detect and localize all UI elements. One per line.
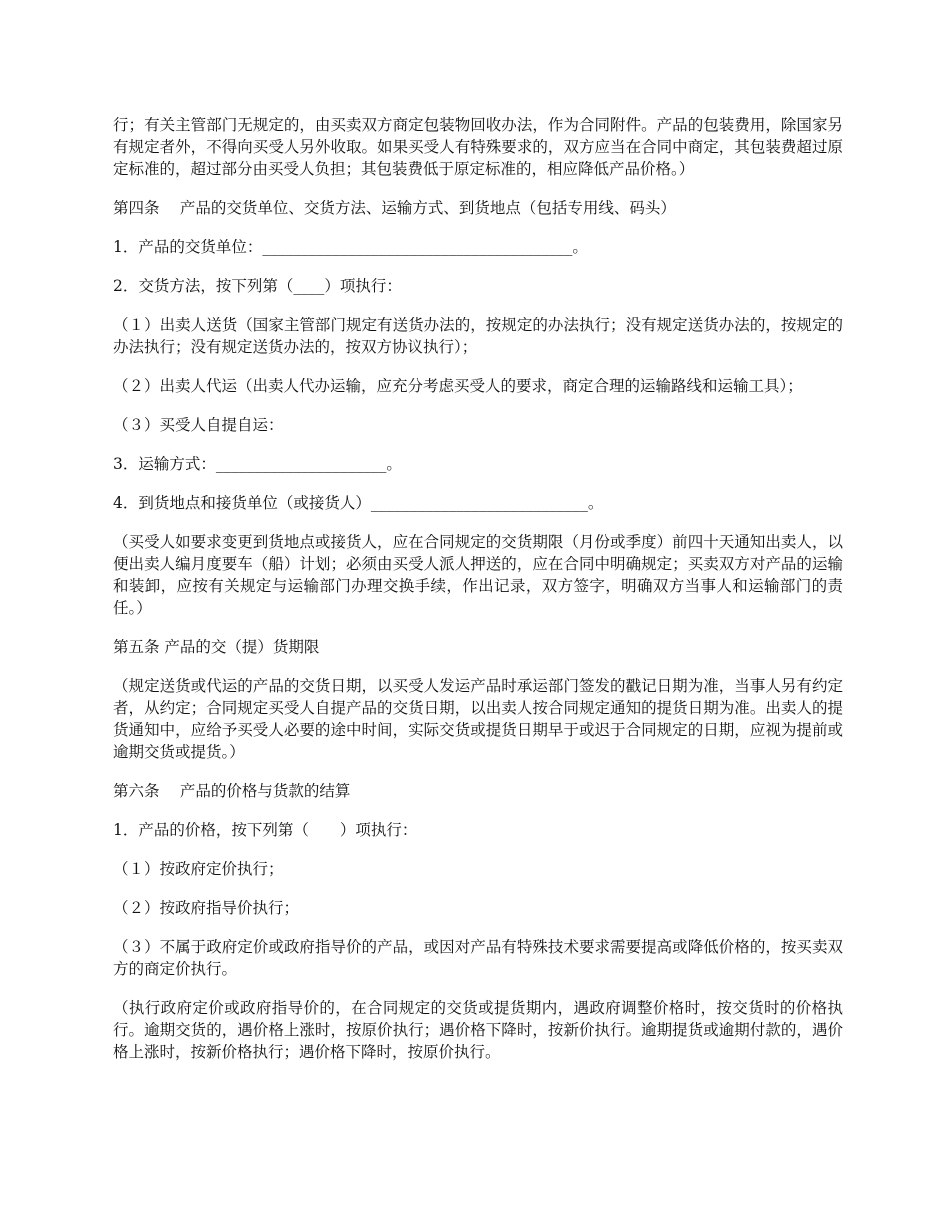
paragraph-packaging-fees: 行；有关主管部门无规定的，由买卖双方商定包装物回收办法，作为合同附件。产品的包装费用，除国家另有规定者外，不得向买受人另外收取。如果买受人有特殊要求的，双方应当在合同中商定，其包装费超过原定标准的，超过部分由买受人负担；其包装费低于原定标准的，相应降低产品价格。）: [113, 116, 843, 178]
option-government-price: （１）按政府定价执行；: [113, 860, 284, 878]
option-seller-ships: （２）出卖人代运（出卖人代办运输，应充分考虑买受人的要求，商定合理的运输路线和运输工具）；: [113, 377, 803, 395]
document-page: [113, 114, 843, 1080]
article-5-heading: 第五条 产品的交（提）货期限: [113, 638, 320, 656]
clause-price: 1．产品的价格，按下列第（ ）项执行：: [113, 821, 418, 839]
option-government-guided-price: （２）按政府指导价执行；: [113, 899, 300, 917]
clause-delivery-unit: 1．产品的交货单位：________________________________________。: [113, 238, 588, 256]
clause-transport-mode: 3．运输方式：______________________。: [113, 455, 402, 473]
article-6-heading: 第六条 产品的价格与货款的结算: [113, 782, 351, 800]
paragraph-delivery-date: （规定送货或代运的产品的交货日期，以买受人发运产品时承运部门签发的戳记日期为准，当事人另有约定者，从约定；合同规定买受人自提产品的交货日期，以出卖人按合同规定通知的提货日期为准。出卖人的提货通知中，应给予买受人必要的途中时间，实际交货或提货日期早于或迟于合同规定的日期，应视为提前或逾期交货或提货。）: [113, 677, 843, 761]
option-seller-delivers: （１）出卖人送货（国家主管部门规定有送货办法的，按规定的办法执行；没有规定送货办法的，按规定的办法执行；没有规定送货办法的，按双方协议执行）；: [113, 316, 843, 356]
paragraph-destination-change: （买受人如要求变更到货地点或接货人，应在合同规定的交货期限（月份或季度）前四十天通知出卖人，以便出卖人编月度要车（船）计划；必须由买受人派人押送的，应在合同中明确规定；买卖双方对产品的运输和装卸，应按有关规定与运输部门办理交换手续，作出记录，双方签字，明确双方当事人和运输部门的责任。）: [113, 533, 843, 617]
option-buyer-pickup: （３）买受人自提自运：: [113, 416, 284, 434]
paragraph-price-adjustment: （执行政府定价或政府指导价的，在合同规定的交货或提货期内，遇政府调整价格时，按交货时的价格执行。逾期交货的，遇价格上涨时，按原价执行；遇价格下降时，按新价执行。逾期提货或逾期付款的，遇价格上涨时，按新价格执行；遇价格下降时，按原价执行。: [113, 999, 843, 1061]
option-negotiated-price: （３）不属于政府定价或政府指导价的产品，或因对产品有特殊技术要求需要提高或降低价格的，按买卖双方的商定价执行。: [113, 938, 843, 978]
article-4-heading: 第四条 产品的交货单位、交货方法、运输方式、到货地点（包括专用线、码头）: [113, 199, 676, 217]
clause-delivery-method: 2．交货方法，按下列第（____）项执行：: [113, 277, 402, 295]
clause-destination: 4．到货地点和接货单位（或接货人）____________________________。: [113, 494, 604, 512]
